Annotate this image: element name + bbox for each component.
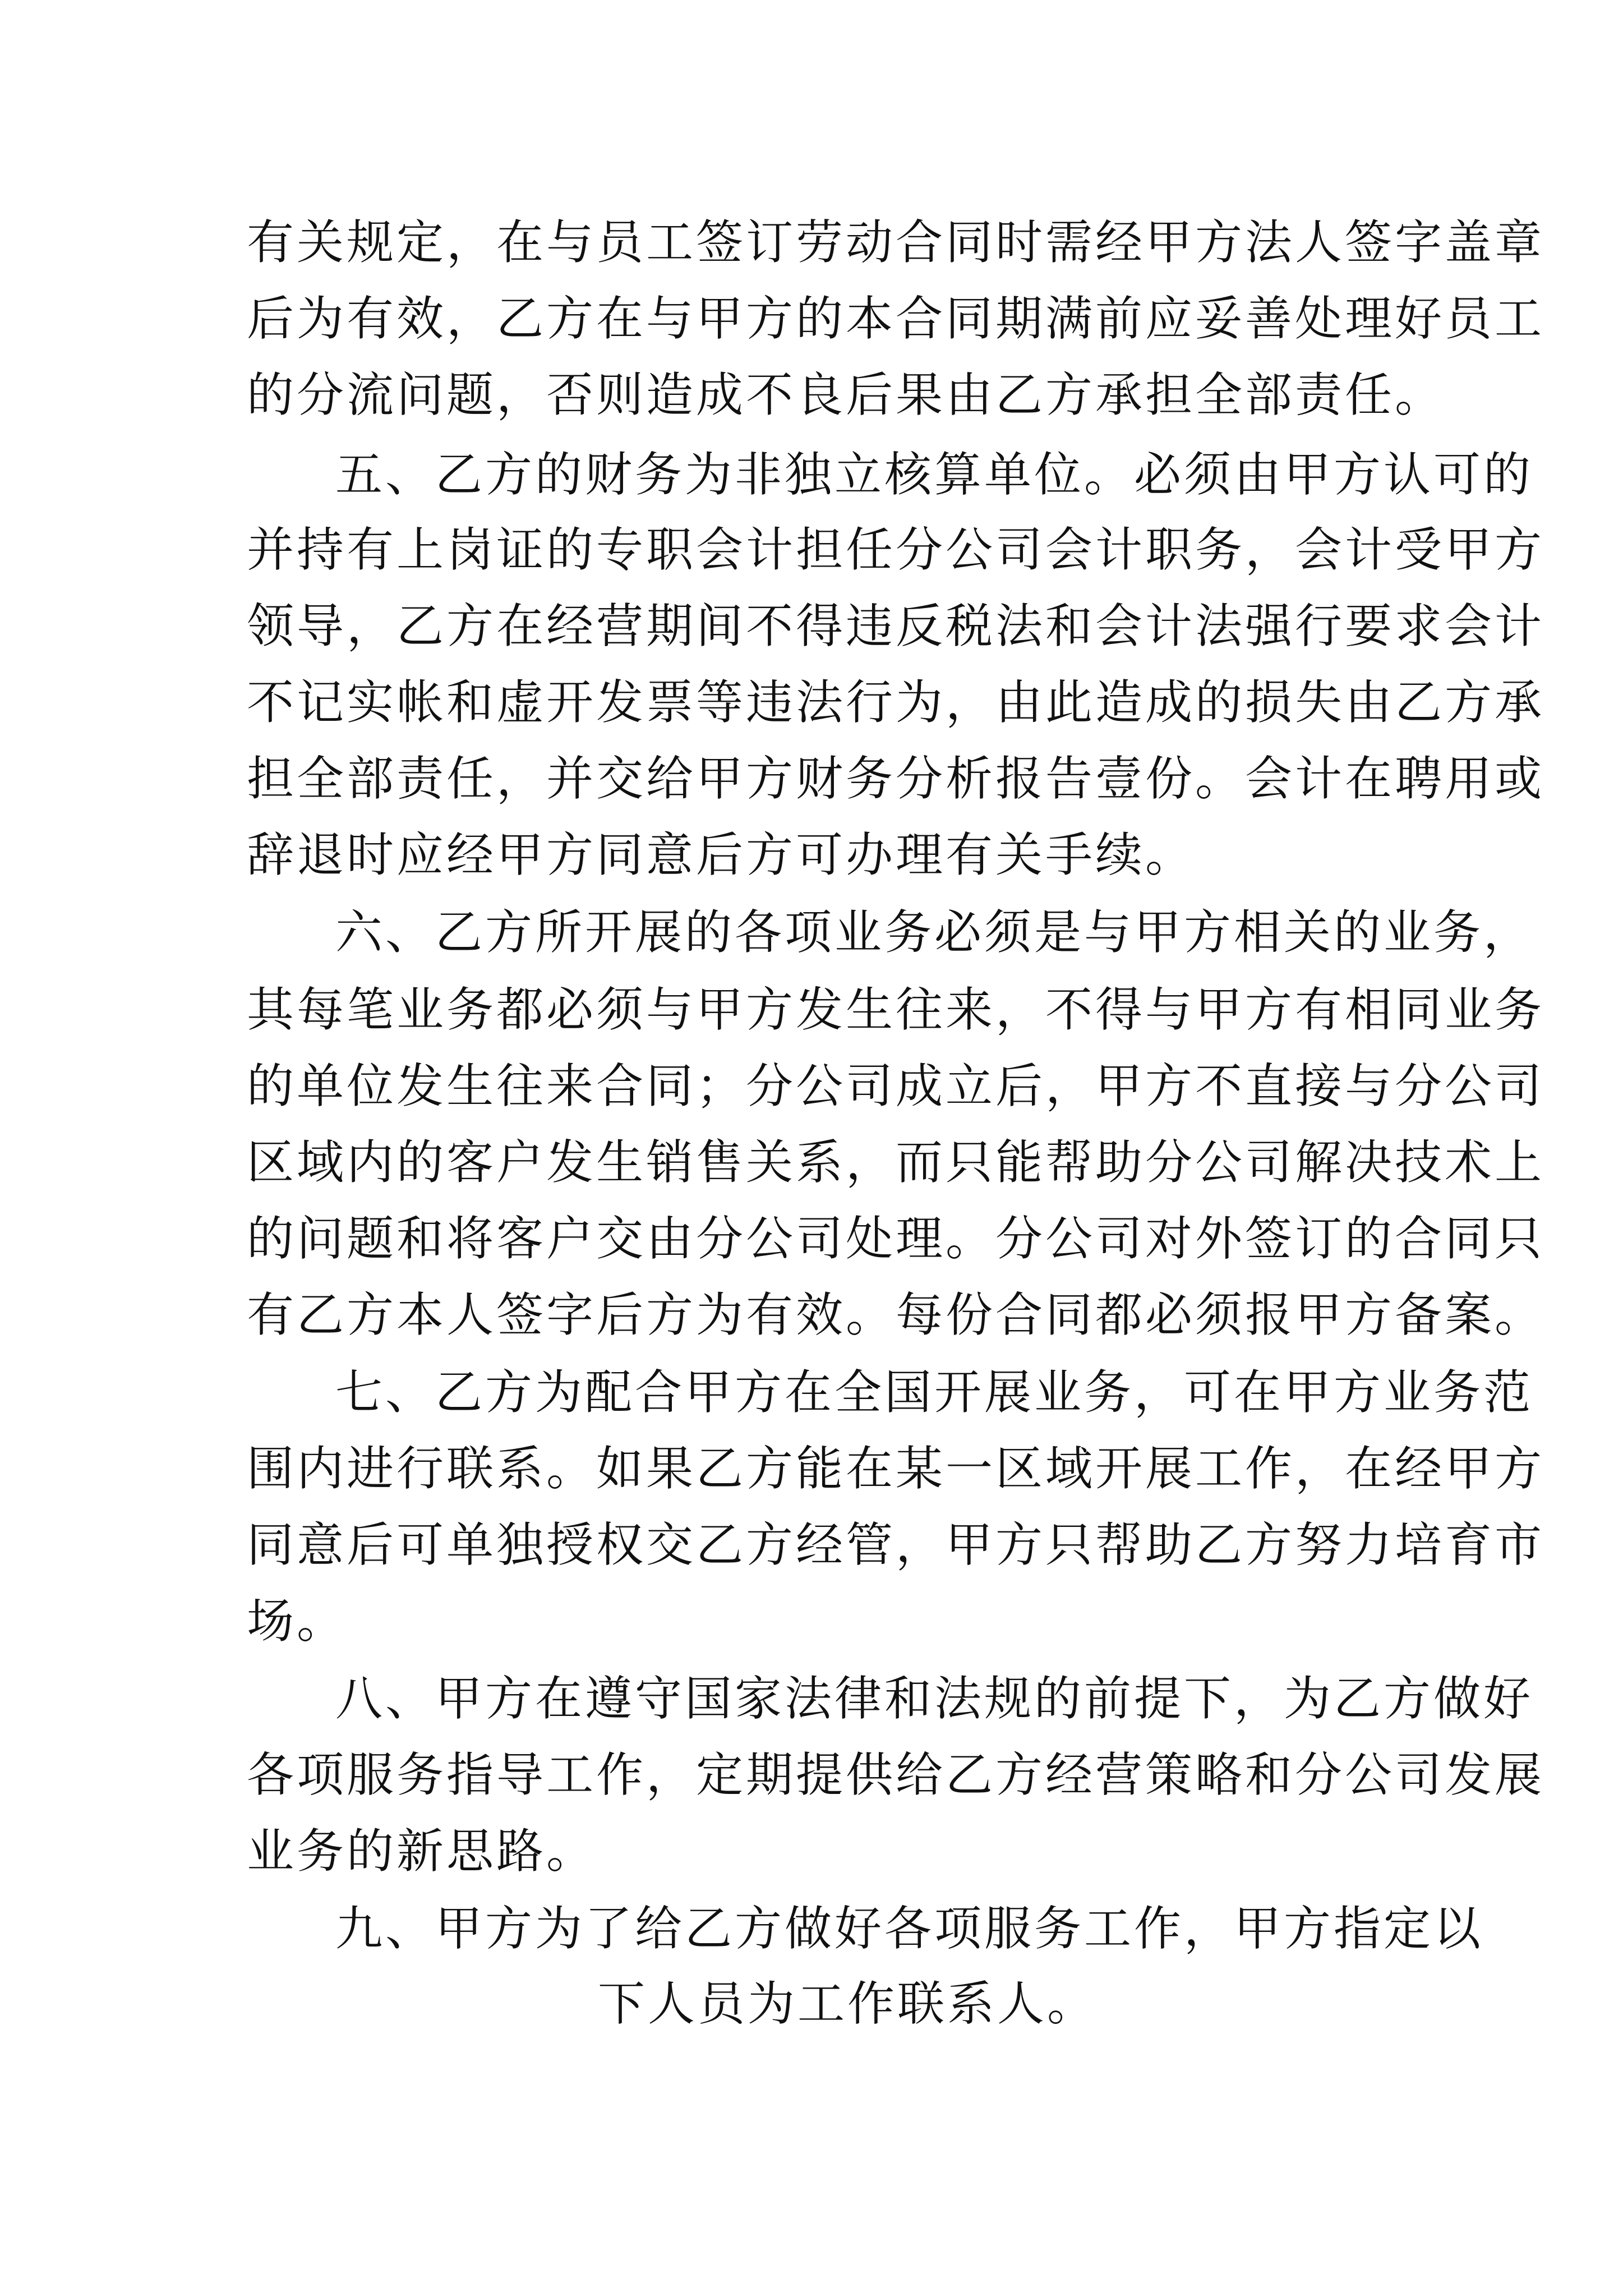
text-line: 担全部责任，并交给甲方财务分析报告壹份。会计在聘用或 xyxy=(247,751,1545,806)
text-line: 业务的新思路。 xyxy=(247,1824,597,1879)
paragraph-9-second-line: 下人员为工作联系人。 xyxy=(598,1976,1098,2031)
paragraph-5-first-line: 五、乙方的财务为非独立核算单位。必须由甲方认可的 xyxy=(335,447,1534,502)
text-line: 围内进行联系。如果乙方能在某一区域开展工作，在经甲方 xyxy=(247,1441,1545,1496)
text-line: 各项服务指导工作，定期提供给乙方经营策略和分公司发展 xyxy=(247,1747,1545,1802)
text-line: 领导，乙方在经营期间不得违反税法和会计法强行要求会计 xyxy=(247,599,1545,654)
paragraph-9-first-line: 九、甲方为了给乙方做好各项服务工作，甲方指定以 xyxy=(335,1901,1484,1956)
text-line: 同意后可单独授权交乙方经管，甲方只帮助乙方努力培育市 xyxy=(247,1517,1545,1572)
text-line: 并持有上岗证的专职会计担任分公司会计职务，会计受甲方 xyxy=(247,522,1545,577)
text-line: 区域内的客户发生销售关系，而只能帮助分公司解决技术上 xyxy=(247,1135,1545,1190)
text-line: 的单位发生往来合同；分公司成立后，甲方不直接与分公司 xyxy=(247,1059,1545,1114)
paragraph-7-first-line: 七、乙方为配合甲方在全国开展业务，可在甲方业务范 xyxy=(335,1365,1534,1420)
text-line: 的分流问题，否则造成不良后果由乙方承担全部责任。 xyxy=(247,367,1445,422)
paragraph-6-first-line: 六、乙方所开展的各项业务必须是与甲方相关的业务， xyxy=(335,905,1534,960)
text-line: 有乙方本人签字后方为有效。每份合同都必须报甲方备案。 xyxy=(247,1287,1545,1342)
text-line: 有关规定，在与员工签订劳动合同时需经甲方法人签字盖章 xyxy=(247,215,1545,270)
paragraph-8-first-line: 八、甲方在遵守国家法律和法规的前提下，为乙方做好 xyxy=(335,1671,1534,1726)
text-line: 其每笔业务都必须与甲方发生往来，不得与甲方有相同业务 xyxy=(247,982,1545,1037)
text-line: 的问题和将客户交由分公司处理。分公司对外签订的合同只 xyxy=(247,1211,1545,1266)
text-line: 不记实帐和虚开发票等违法行为，由此造成的损失由乙方承 xyxy=(247,675,1545,730)
text-line: 后为有效，乙方在与甲方的本合同期满前应妥善处理好员工 xyxy=(247,291,1545,346)
text-line: 场。 xyxy=(247,1594,347,1649)
text-line: 辞退时应经甲方同意后方可办理有关手续。 xyxy=(247,827,1196,882)
